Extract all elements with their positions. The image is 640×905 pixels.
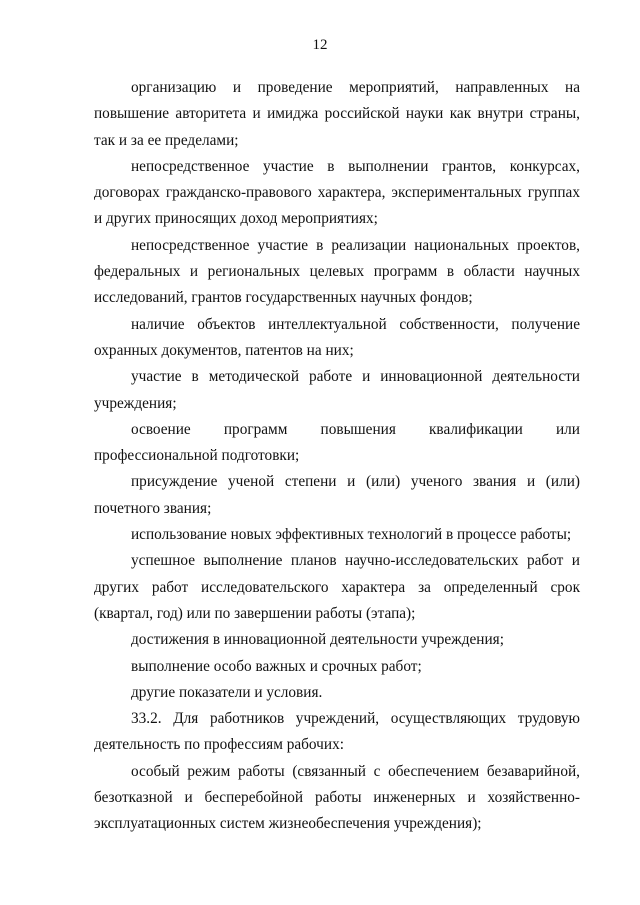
page-number: 12 xyxy=(312,37,328,53)
document-body xyxy=(94,75,580,838)
paragraph-8: использование новых эффективных технологий в процессе работы; xyxy=(131,526,572,544)
paragraph-9: успешное выполнение планов научно-исследовательских работ и других работ исследовательского характера за определенный срок (квартал, год) или по завершении работы (этапа); xyxy=(94,552,580,622)
paragraph-3: непосредственное участие в реализации национальных проектов, федеральных и региональных целевых программ в области научных исследований, грантов государственных научных фондов; xyxy=(94,236,580,307)
paragraph-12: другие показатели и условия. xyxy=(131,683,323,701)
paragraph-7: присуждение ученой степени и (или) ученого звания и (или) почетного звания; xyxy=(94,473,580,517)
paragraph-1: организацию и проведение мероприятий, направленных на повышение авторитета и имиджа российской науки как внутри страны, так и за ее пределами; xyxy=(94,79,580,149)
paragraph-14: особый режим работы (связанный с обеспечением безаварийной, безотказной и бесперебойной работы инженерных и хозяйственно-эксплуатационных систем жизнеобеспечения учреждения); xyxy=(94,762,580,833)
paragraph-2: непосредственное участие в выполнении грантов, конкурсах, договорах гражданско-правового характера, экспериментальных группах и других приносящих доход мероприятиях; xyxy=(94,157,580,228)
paragraph-5: участие в методической работе и инновационной деятельности учреждения; xyxy=(94,368,580,412)
paragraph-6: освоение программ повышения квалификации или профессиональной подготовки; xyxy=(94,420,580,465)
paragraph-10: достижения в инновационной деятельности учреждения; xyxy=(131,631,504,649)
paragraph-13: 33.2. Для работников учреждений, осуществляющих трудовую деятельность по профессиям рабочих: xyxy=(94,710,580,754)
paragraph-4: наличие объектов интеллектуальной собственности, получение охранных документов, патентов на них; xyxy=(94,315,580,359)
paragraph-11: выполнение особо важных и срочных работ; xyxy=(131,657,422,675)
